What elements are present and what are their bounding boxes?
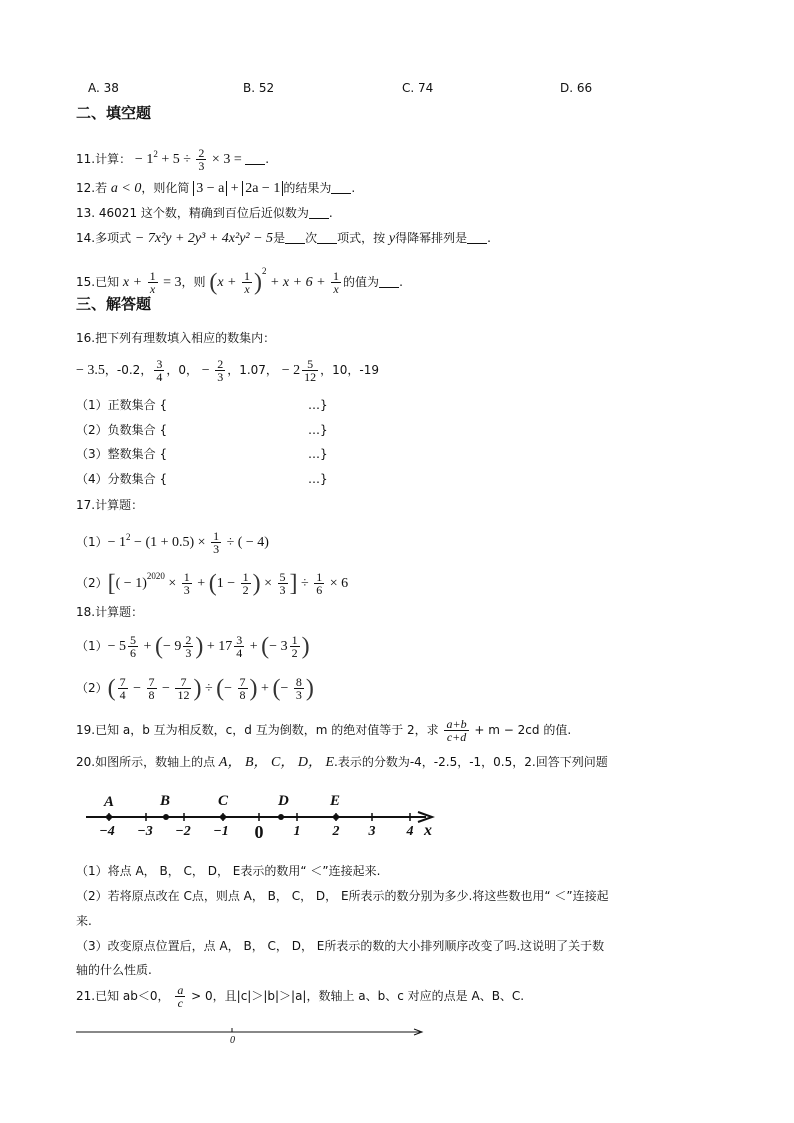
q16-n5: ，1.07， [227, 363, 282, 377]
question-12 [76, 178, 355, 199]
set-integer [76, 444, 328, 464]
q17-p2-e: × [260, 576, 276, 591]
q15-exp: 2 [261, 266, 267, 276]
q17-part-1 [76, 527, 269, 555]
q16-n1: − 3.5 [76, 363, 105, 378]
question-11 [76, 144, 269, 172]
q18-p1-rparen: ) [195, 633, 204, 660]
q18-p2-rparen-2: ) [249, 675, 258, 702]
q21-origin-label: 0 [230, 1035, 235, 1046]
q17-p2-d: 1 − [216, 576, 239, 591]
q18-p2-e: + [257, 681, 273, 696]
section-heading-fill-blank: 二、填空题 [76, 104, 152, 122]
q18-p1-frac-3: $\frac{3}{4}$ [236, 633, 243, 660]
q20-text2: .表示的分数为-4，-2.5，-1，0.5，2.回答下列问题 [334, 755, 608, 769]
q12-end2: . [351, 181, 356, 195]
q14-var: y [388, 231, 396, 246]
q18-p2-b: − [158, 681, 174, 696]
question-15 [76, 261, 403, 295]
q18-p1-frac-4: $\frac{1}{2}$ [291, 633, 298, 660]
q18-part-2 [76, 676, 314, 701]
q17-p1-a: − 1 [107, 535, 127, 550]
q15-lparen: ( [209, 269, 218, 296]
set-negative-label: （2）负数集合 { [76, 423, 168, 437]
tick-label--4: −4 [99, 824, 115, 839]
q15-x: x + [122, 275, 146, 290]
option-b: B. 52 [243, 81, 275, 95]
tick-label--3: −3 [137, 824, 153, 839]
tick-label-2: 2 [332, 824, 340, 839]
q18-p2-rparen: ) [193, 675, 202, 702]
q15-in: x + [217, 275, 240, 290]
q14-t4: 得降幂排列是 [395, 231, 468, 245]
tick-label-1: 1 [293, 824, 301, 839]
q18-p2-f: − [280, 681, 292, 696]
question-16-title: 16.把下列有理数填入相应的数集内： [76, 331, 276, 345]
q17-p2-lparen: ( [208, 570, 217, 597]
q16-frac-3: $\frac{5}{12}$ [304, 357, 317, 384]
q16-n2: ，-0.2， [104, 363, 153, 377]
set-fraction [76, 469, 328, 489]
set-integer-label: （3）整数集合 { [76, 447, 168, 461]
question-17-title: 17.计算题： [76, 498, 144, 512]
q18-p1-b: + [140, 639, 155, 654]
q17-p2-lbracket: [ [107, 570, 116, 597]
q16-n4: − [201, 363, 214, 378]
q17-p1-b: − (1 + 0.5) × [130, 535, 210, 550]
q12-abs2: 2a − 1 [242, 181, 283, 196]
q11-end: . [265, 152, 270, 166]
q18-p2-frac-4: $\frac{7}{8}$ [239, 675, 246, 702]
tick-label-4: 4 [406, 824, 414, 839]
q12-blank[interactable] [331, 181, 351, 194]
axis-var-x: x [424, 822, 432, 839]
question-21 [76, 984, 524, 1009]
q14-blank-2[interactable] [317, 231, 337, 244]
q17-p1-exp: 2 [126, 532, 131, 542]
point-b [163, 814, 169, 820]
q18-p1-a: − 5 [107, 639, 127, 654]
q20-points: A， B， C， D， E [218, 755, 335, 770]
q18-p2-lparen-2: ( [216, 675, 225, 702]
q17-p2-a: ( − 1) [115, 576, 147, 591]
q15-frac-1: $\frac{1}{x}$ [149, 269, 156, 296]
q20-part-2-b: 来. [76, 914, 92, 928]
q18-p2-frac-1: $\frac{7}{4}$ [119, 675, 126, 702]
q17-p2-b: × [164, 576, 180, 591]
q11-tail: × 3 = [208, 152, 246, 167]
q17-p2-label: （2） [76, 576, 108, 590]
point-label-a: A [104, 794, 115, 810]
q14-blank-3[interactable] [467, 231, 487, 244]
option-d: D. 66 [560, 81, 593, 95]
q12-prefix: 12.若 [76, 181, 111, 195]
set-integer-end: …} [308, 447, 328, 461]
q15-end2: . [399, 275, 403, 289]
q18-p2-d: − [224, 681, 236, 696]
q17-p2-rparen: ) [252, 570, 261, 597]
option-a: A. 38 [88, 81, 119, 95]
q21-prefix: 21.已知 ab＜0， [76, 989, 174, 1003]
q14-expr: − 7x²y + 2y³ + 4x²y² − 5 [134, 231, 274, 246]
tick-label--2: −2 [175, 824, 191, 839]
q13-blank[interactable] [309, 206, 329, 219]
q15-prefix: 15.已知 [76, 275, 123, 289]
q18-p1-lparen: ( [154, 633, 163, 660]
q19-text: 19.已知 a，b 互为相反数，c，d 互为倒数，m 的绝对值等于 2，求 [76, 723, 443, 737]
q12-mid: ，则化简 [141, 181, 194, 195]
q13-end: . [328, 206, 333, 220]
point-d [278, 814, 284, 820]
question-19 [76, 718, 571, 743]
q18-p1-rparen-2: ) [301, 633, 310, 660]
question-18-title: 18.计算题： [76, 605, 144, 619]
q11-prefix: 11.计算： [76, 152, 132, 166]
q21-frac: $\frac{a}{c}$ [177, 983, 184, 1010]
set-positive-end: …} [308, 398, 328, 412]
q17-p1-frac: $\frac{1}{3}$ [213, 529, 220, 556]
q18-p2-rparen-3: ) [305, 675, 314, 702]
q15-eq: = 3 [159, 275, 182, 290]
point-label-e: E [330, 793, 341, 809]
q16-n3: ，0， [166, 363, 202, 377]
question-14 [76, 228, 491, 249]
q11-blank[interactable] [245, 152, 265, 165]
set-negative [76, 420, 328, 440]
q17-p2-frac-2: $\frac{1}{2}$ [242, 570, 249, 597]
q18-p1-c: − 9 [162, 639, 182, 654]
q14-t3: 项式，按 [337, 231, 389, 245]
q20-text: 20.如图所示，数轴上的点 [76, 755, 219, 769]
tick-label-0: 0 [254, 822, 264, 842]
q14-prefix: 14.多项式 [76, 231, 135, 245]
q15-frac-3: $\frac{1}{x}$ [333, 269, 340, 296]
q18-p1-frac-2: $\frac{2}{3}$ [185, 633, 192, 660]
q11-rest: + 5 ÷ [157, 152, 195, 167]
q12-plus: + [227, 181, 243, 196]
q20-part-2-a: （2）若将原点改在 C点，则点 A， B， C， D， E所表示的数分别为多少.将这些数也用“ ＜”连接起 [76, 889, 609, 903]
q12-condition: a < 0 [110, 181, 142, 196]
q17-p2-rbracket: ] [289, 570, 298, 597]
point-label-b: B [160, 793, 171, 809]
q20-part-1: （1）将点 A， B， C， D， E表示的数用“ ＜”连接起来. [76, 864, 381, 878]
q17-p2-frac-4: $\frac{1}{6}$ [316, 570, 323, 597]
q15-end: 的值为 [343, 275, 380, 289]
q18-p1-d: + 17 [203, 639, 233, 654]
q14-end: . [487, 231, 491, 245]
q18-part-1 [76, 634, 310, 659]
point-label-d: D [278, 793, 289, 809]
q18-p2-frac-2: $\frac{7}{8}$ [148, 675, 155, 702]
q14-t1: 是 [273, 231, 286, 245]
q16-frac-1: $\frac{3}{4}$ [156, 357, 163, 384]
q17-p2-frac-1: $\frac{1}{3}$ [183, 570, 190, 597]
q16-n7: ，10，-19 [320, 363, 380, 377]
q17-p1-c: ÷ ( − 4) [223, 535, 269, 550]
q21-number-line [74, 1022, 430, 1052]
tick-label-3: 3 [368, 824, 376, 839]
q18-p2-frac-3: $\frac{7}{12}$ [177, 675, 190, 702]
set-positive [76, 395, 328, 415]
q11-exp: 2 [153, 149, 158, 159]
q18-p2-lparen-3: ( [272, 675, 281, 702]
question-13 [76, 203, 333, 223]
q18-p1-label: （1） [76, 639, 108, 653]
q17-part-2 [76, 566, 348, 596]
q21-mid: > 0，且|c|＞|b|＞|a|，数轴上 a、b、c 对应的点是 A、B、C. [187, 989, 525, 1003]
q19-frac: $\frac{a+b}{c+d}$ [446, 717, 467, 744]
q16-frac-2: $\frac{2}{3}$ [217, 357, 224, 384]
q13-text: 13. 46021 这个数，精确到百位后近似数为 [76, 206, 309, 220]
q15-rparen: ) [253, 269, 262, 296]
q18-p2-c: ÷ [201, 681, 217, 696]
q20-part-3-a: （3）改变原点位置后，点 A， B， C， D， E所表示的数的大小排列顺序改变了吗.这说明了关于数 [76, 939, 605, 953]
q18-p2-label: （2） [76, 681, 108, 695]
q18-p2-lparen: ( [107, 675, 116, 702]
q18-p2-frac-5: $\frac{8}{3}$ [295, 675, 302, 702]
q15-frac-2: $\frac{1}{x}$ [243, 269, 250, 296]
q12-abs1: 3 − a [193, 181, 227, 196]
q18-p1-frac-1: $\frac{5}{6}$ [130, 633, 137, 660]
set-positive-label: （1）正数集合 { [76, 398, 168, 412]
q11-expr: − 1 [134, 152, 154, 167]
set-negative-end: …} [308, 423, 328, 437]
q20-part-3-b: 轴的什么性质. [76, 963, 152, 977]
q17-p2-frac-3: $\frac{5}{3}$ [279, 570, 286, 597]
question-16-numbers [76, 358, 379, 383]
q17-p2-exp: 2020 [146, 571, 165, 581]
q18-p2-a: − [129, 681, 145, 696]
q17-p2-g: × 6 [326, 576, 349, 591]
q11-fraction: $\frac{2}{3}$ [198, 146, 205, 173]
q16-n6: − 2 [281, 363, 301, 378]
question-20 [76, 752, 608, 773]
q18-p1-f: − 3 [269, 639, 288, 654]
q15-mid: ，则 [181, 275, 210, 289]
tick-label--1: −1 [213, 824, 229, 839]
q18-p1-e: + [246, 639, 262, 654]
q19-end: + m − 2cd 的值. [470, 723, 572, 737]
q17-p2-f: ÷ [297, 576, 313, 591]
q18-p1-lparen-2: ( [261, 633, 270, 660]
set-fraction-label: （4）分数集合 { [76, 472, 168, 486]
q17-p1-label: （1） [76, 535, 108, 549]
q14-blank-1[interactable] [285, 231, 305, 244]
q12-end: 的结果为 [283, 181, 332, 195]
q15-rest: + x + 6 + [266, 275, 330, 290]
section-heading-solve: 三、解答题 [76, 295, 152, 313]
q15-blank[interactable] [379, 275, 399, 288]
q14-t2: 次 [305, 231, 318, 245]
number-line-figure [82, 786, 452, 846]
set-fraction-end: …} [308, 472, 328, 486]
option-c: C. 74 [402, 81, 434, 95]
point-label-c: C [218, 793, 229, 809]
q17-p2-c: + [193, 576, 209, 591]
